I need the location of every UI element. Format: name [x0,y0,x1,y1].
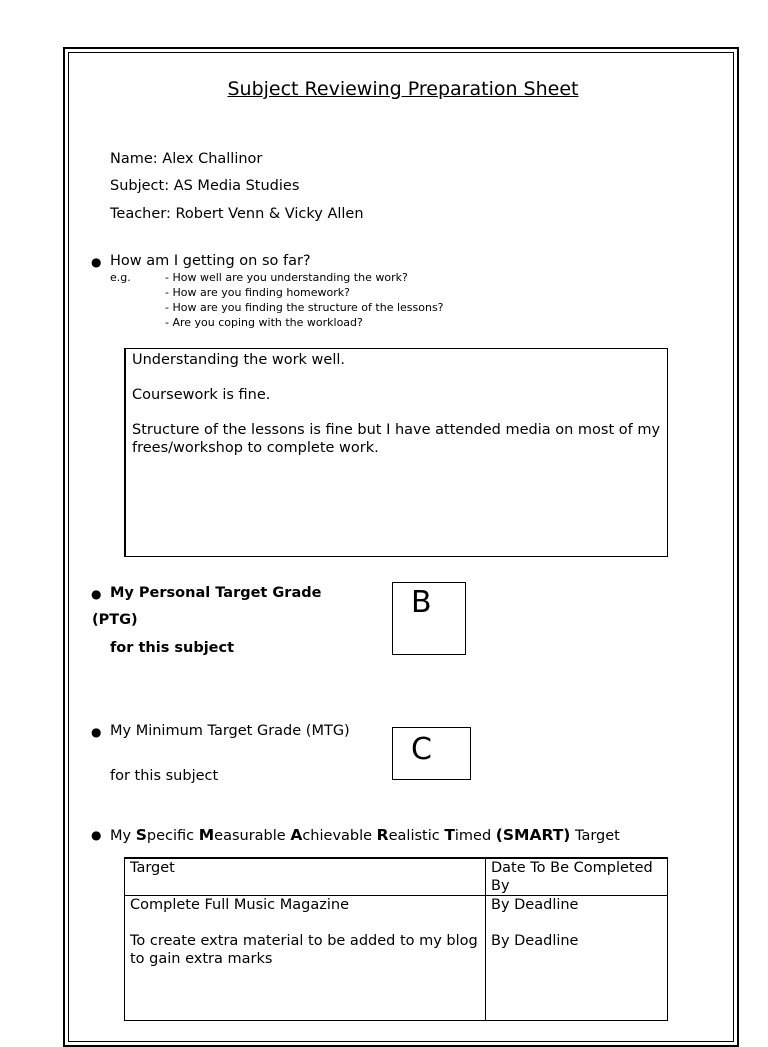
date-text: By Deadline [491,897,579,913]
ptg-label: My Personal Target Grade [110,585,322,601]
header-date: Date To Be Completed By [486,858,668,896]
bullet-icon: ● [91,587,102,601]
mtg-grade-box[interactable]: C [392,727,471,780]
subject-name: Subject: AS Media Studies [110,178,300,194]
target-text: To create extra material to be added to my blog to gain extra marks [130,933,478,967]
table-row [125,896,668,1021]
smart-target-heading: My Specific Measurable Achievable Realistic Timed (SMART) Target [110,826,620,844]
answer-paragraph: Structure of the lessons is fine but I have attended media on most of my frees/workshop to complete work. [132,422,661,456]
mtg-label: My Minimum Target Grade (MTG) [110,723,350,739]
ptg-grade-box[interactable]: B [392,582,466,655]
eg-label: e.g. [110,271,131,284]
student-name: Name: Alex Challinor [110,151,263,167]
sub-question: - How well are you understanding the work? [165,271,408,284]
progress-question: How am I getting on so far? [110,253,311,269]
target-cell[interactable] [125,896,486,1021]
mtg-label-subject: for this subject [110,768,219,784]
bullet-icon: ● [91,725,102,739]
target-text: Complete Full Music Magazine [130,897,349,913]
teacher-name: Teacher: Robert Venn & Vicky Allen [110,206,364,222]
answer-paragraph: Understanding the work well. [132,352,345,368]
progress-answer-box[interactable] [124,348,668,557]
table-header-row [125,858,668,896]
sub-question: - How are you finding the structure of the lessons? [165,301,444,314]
bullet-icon: ● [91,255,102,269]
page-title: Subject Reviewing Preparation Sheet [227,78,579,100]
header-target: Target [125,858,486,896]
smart-targets-table [124,857,668,1021]
ptg-label-abbrev: (PTG) [92,612,138,628]
sub-question: - How are you finding homework? [165,286,350,299]
bullet-icon: ● [91,828,102,842]
ptg-label-subject: for this subject [110,640,235,656]
date-cell[interactable] [486,896,668,1021]
sub-question: - Are you coping with the workload? [165,316,363,329]
date-text: By Deadline [491,933,579,949]
answer-paragraph: Coursework is fine. [132,387,271,403]
